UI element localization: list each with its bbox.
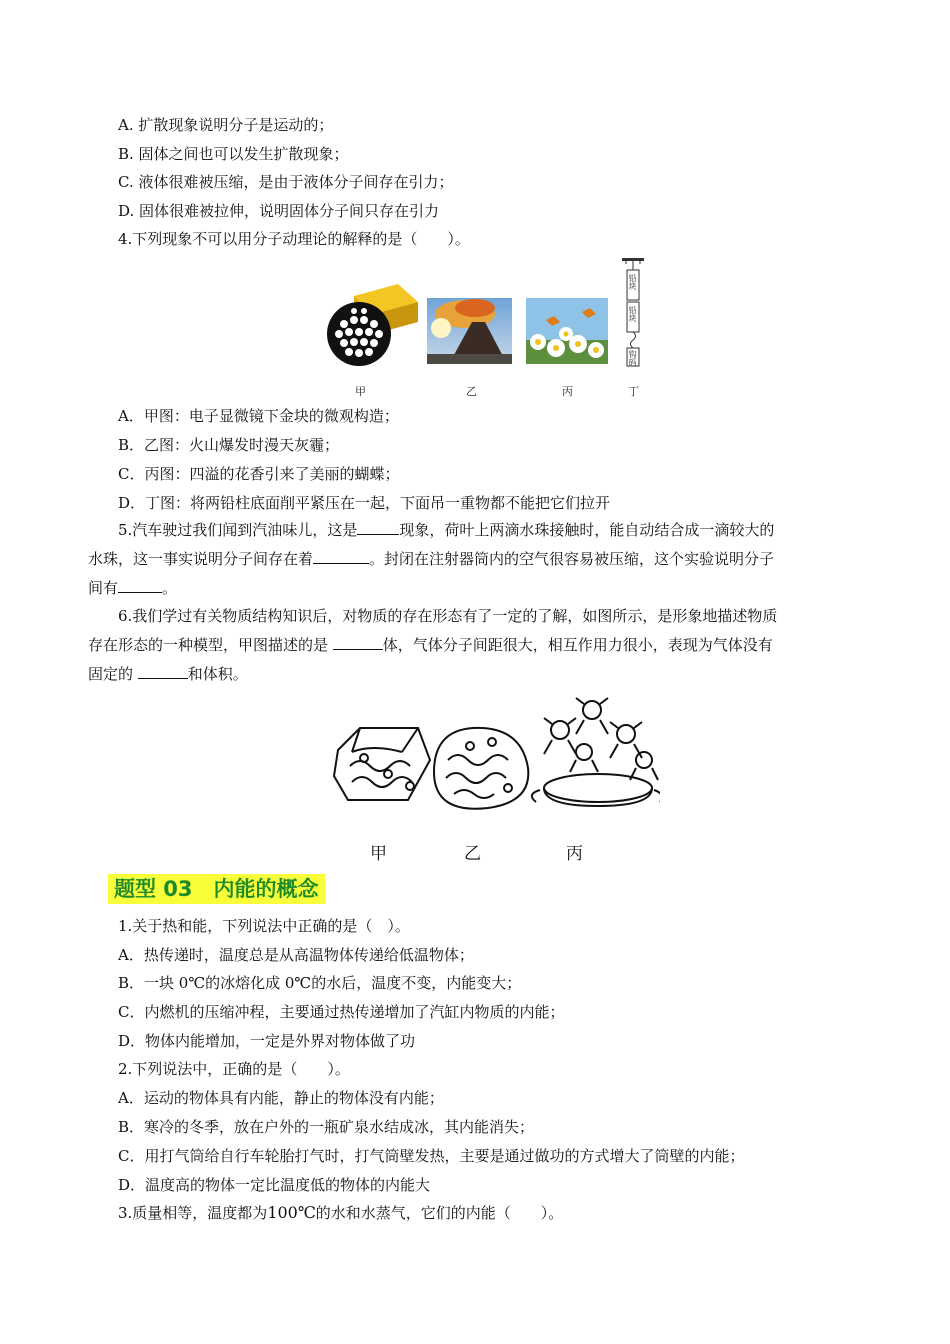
q5-text-2: 现象，荷叶上两滴水珠接触时，能自动结合成一滴较大的	[399, 521, 775, 539]
q4-stem: 4.下列现象不可以用分子动理论的解释的是（ ）。	[118, 230, 470, 248]
s2-option-b: B．寒冷的冬季，放在户外的一瓶矿泉水结成冰，其内能消失；	[118, 1118, 535, 1136]
s1-option-c: C．内燃机的压缩冲程，主要通过热传递增加了汽缸内物质的内能；	[118, 1003, 565, 1021]
q4-option-a: A．甲图：电子显微镜下金块的微观构造；	[118, 407, 399, 425]
q6-blank-2	[138, 664, 188, 679]
hook-weight-label: 钩码	[628, 350, 637, 366]
s3-temperature: 100℃	[267, 1203, 316, 1222]
s2-option-a: A．运动的物体具有内能，静止的物体没有内能；	[118, 1089, 444, 1107]
q6-figure-label-jia: 甲	[370, 844, 387, 864]
gold-block-figure	[326, 274, 426, 374]
q6-text-2: 存在形态的一种模型，甲图描述的是	[88, 636, 333, 654]
s2-option-d: D．温度高的物体一定比温度低的物体的内能大	[118, 1176, 431, 1194]
q6-text-1: 6.我们学过有关物质结构知识后，对物质的存在形态有了一定的了解，如图所示，是形象地描述物质	[118, 607, 778, 625]
q3-option-c: C. 液体很难被压缩，是由于液体分子间存在引力；	[118, 173, 454, 191]
q4-option-d: D．丁图：将两铅柱底面削平紧压在一起，下面吊一重物都不能把它们拉开	[118, 494, 611, 512]
q5-text-5: 间有	[88, 579, 119, 597]
q6-text-4: 固定的	[88, 665, 138, 683]
q3-option-a: A. 扩散现象说明分子是运动的；	[118, 116, 334, 134]
q4-figure-label-ding: 丁	[628, 385, 639, 398]
q5-blank-3	[118, 578, 162, 593]
q5-text-1: 5.汽车驶过我们闻到汽油味儿，这是	[118, 521, 358, 539]
q5-text-3: 水珠，这一事实说明分子间存在着	[88, 550, 314, 568]
q4-option-b: B．乙图：火山爆发时漫天灰霾；	[118, 436, 340, 454]
volcano-figure	[427, 298, 512, 364]
q4-figure-label-jia: 甲	[355, 385, 366, 398]
q3-option-b: B. 固体之间也可以发生扩散现象；	[118, 145, 349, 163]
q6-text-3: 体，气体分子间距很大，相互作用力很小，表现为气体没有	[382, 636, 773, 654]
s1-stem: 1.关于热和能，下列说法中正确的是（ ）。	[118, 917, 410, 935]
s3-stem-b: 的水和水蒸气，它们的内能（ ）。	[315, 1204, 564, 1222]
q6-figure-label-bing: 丙	[566, 844, 583, 864]
q5-text-6: 。	[162, 579, 178, 597]
q5-paragraph	[88, 516, 863, 603]
q5-text-4: 。封闭在注射器筒内的空气很容易被压缩，这个实验说明分子	[369, 550, 775, 568]
lead-block-label-1: 铅块	[628, 274, 637, 290]
s1-option-b: B．一块 0℃的冰熔化成 0℃的水后，温度不变，内能变大；	[118, 974, 522, 992]
q5-blank-2	[313, 549, 369, 564]
q5-blank-1	[357, 520, 399, 535]
s2-stem: 2.下列说法中，正确的是（ ）。	[118, 1060, 350, 1078]
lead-block-label-2: 铅块	[628, 306, 637, 322]
flower-butterfly-figure	[526, 298, 608, 364]
q6-figure-label-yi: 乙	[464, 844, 481, 864]
s2-option-c: C．用打气筒给自行车轮胎打气时，打气筒壁发热，主要是通过做功的方式增大了筒壁的内能；	[118, 1147, 745, 1165]
q6-text-5: 和体积。	[187, 665, 248, 683]
q6-blank-1	[333, 635, 383, 650]
s3-stem	[118, 1202, 563, 1224]
q4-figure-label-yi: 乙	[466, 385, 477, 398]
q4-figure-label-bing: 丙	[562, 385, 573, 398]
s1-option-a: A．热传递时，温度总是从高温物体传递给低温物体；	[118, 946, 474, 964]
s1-option-d: D．物体内能增加，一定是外界对物体做了功	[118, 1032, 416, 1050]
q3-option-d: D. 固体很难被拉伸，说明固体分子间只存在引力	[118, 202, 440, 220]
s3-stem-a: 3.质量相等，温度都为	[118, 1204, 268, 1222]
states-of-matter-figure	[330, 690, 660, 818]
q4-option-c: C．丙图：四溢的花香引来了美丽的蝴蝶；	[118, 465, 400, 483]
section-title: 题型 03 内能的概念	[108, 874, 325, 904]
q6-paragraph	[88, 602, 863, 689]
